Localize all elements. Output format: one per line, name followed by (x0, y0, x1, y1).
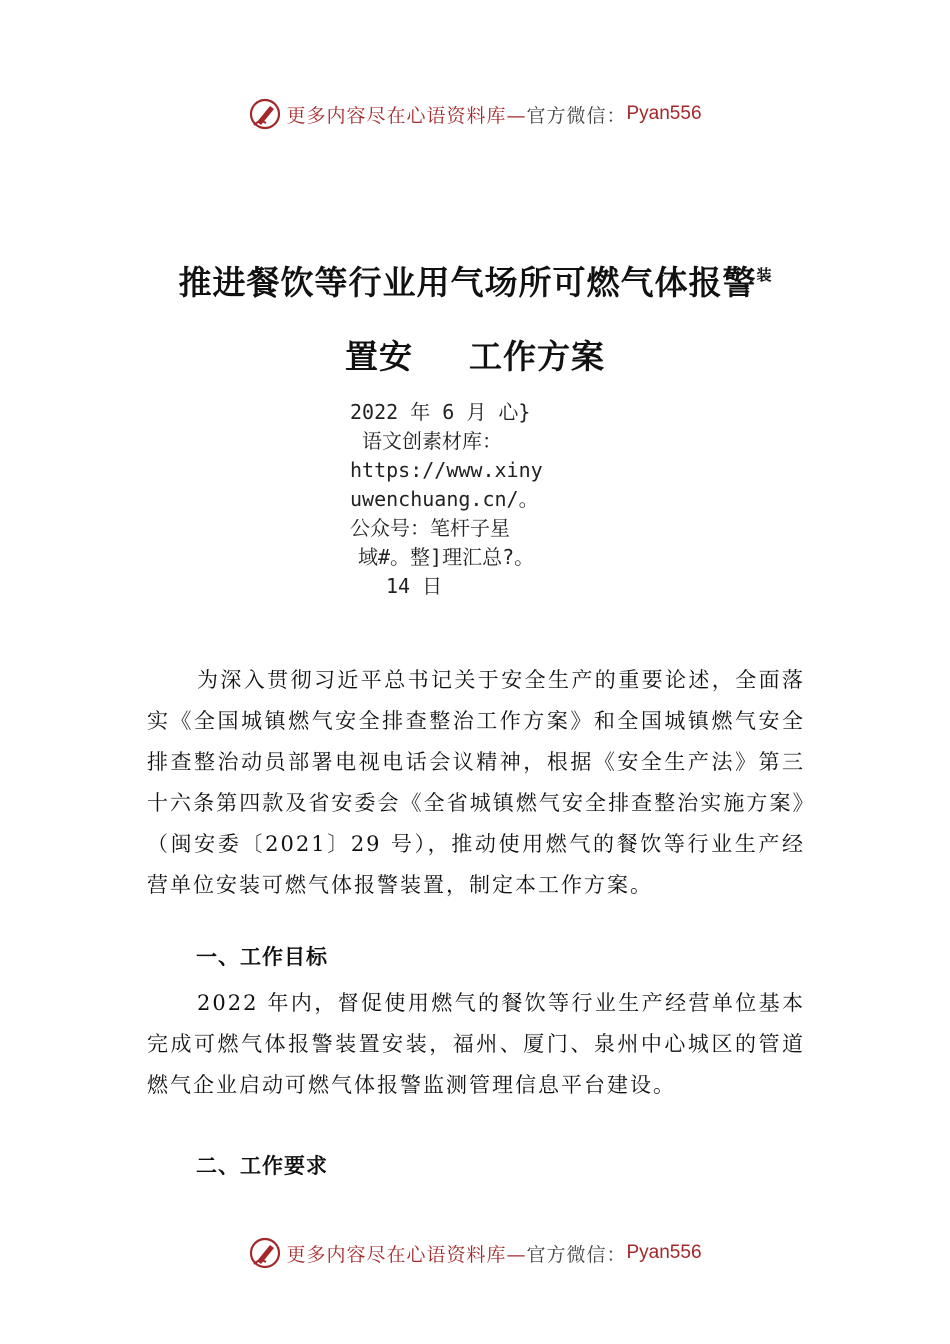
intro-paragraph: 为深入贯彻习近平总书记关于安全生产的重要论述，全面落实《全国城镇燃气安全排查整治工作方案》和全国城镇燃气安全排查整治动员部署电视电话会议精神，根据《安全生产法》第三十六条第四款及省安委会《全省城镇燃气安全排查整治实施方案》（闽安委〔2021〕29 号），推动使用燃气的餐饮等行业生产经营单位安装可燃气体报警装置，制定本工作方案。 (147, 668, 805, 897)
footer-watermark-banner (0, 1233, 950, 1273)
banner-wechat-id: Pyan556 (626, 1242, 702, 1263)
header-watermark-banner (0, 94, 950, 134)
meta-line: https://www.xiny (350, 458, 543, 482)
section-heading-goals: 一、工作目标 (196, 945, 328, 969)
meta-line: 14 日 (386, 574, 443, 598)
section-heading-requirements: 二、工作要求 (196, 1154, 328, 1178)
banner-wechat-id: Pyan556 (626, 103, 702, 124)
banner-library-text: 更多内容尽在心语资料库— (286, 104, 527, 127)
meta-line: 2022 年 6 月 心} (350, 400, 531, 424)
document-title-line-1 (0, 257, 950, 304)
banner-library-text: 更多内容尽在心语资料库— (286, 1243, 527, 1266)
date-source-block (350, 398, 610, 601)
pen-seal-logo-icon (248, 1236, 282, 1270)
title-part-1: 置安 (345, 337, 413, 376)
pen-seal-logo-icon (248, 97, 282, 131)
meta-line: 域#。整]理汇总?。 (358, 545, 535, 569)
title-part-2: 工作方案 (469, 337, 605, 376)
banner-wechat-label: 官方微信： (526, 104, 627, 127)
goals-paragraph: 2022 年内，督促使用燃气的餐饮等行业生产经营单位基本完成可燃气体报警装置安装，福州、厦门、泉州中心城区的管道燃气企业启动可燃气体报警监测管理信息平台建设。 (147, 991, 805, 1097)
document-title-line-2 (0, 331, 950, 378)
meta-line: uwenchuang.cn/。 (350, 487, 539, 511)
meta-line: 公众号：笔杆子星 (350, 516, 510, 540)
meta-line: 语文创素材库： (362, 429, 502, 453)
title-small-char: 装 (756, 266, 772, 284)
title-main-text: 推进餐饮等行业用气场所可燃气体报警 (178, 263, 757, 302)
banner-wechat-label: 官方微信： (526, 1243, 627, 1266)
